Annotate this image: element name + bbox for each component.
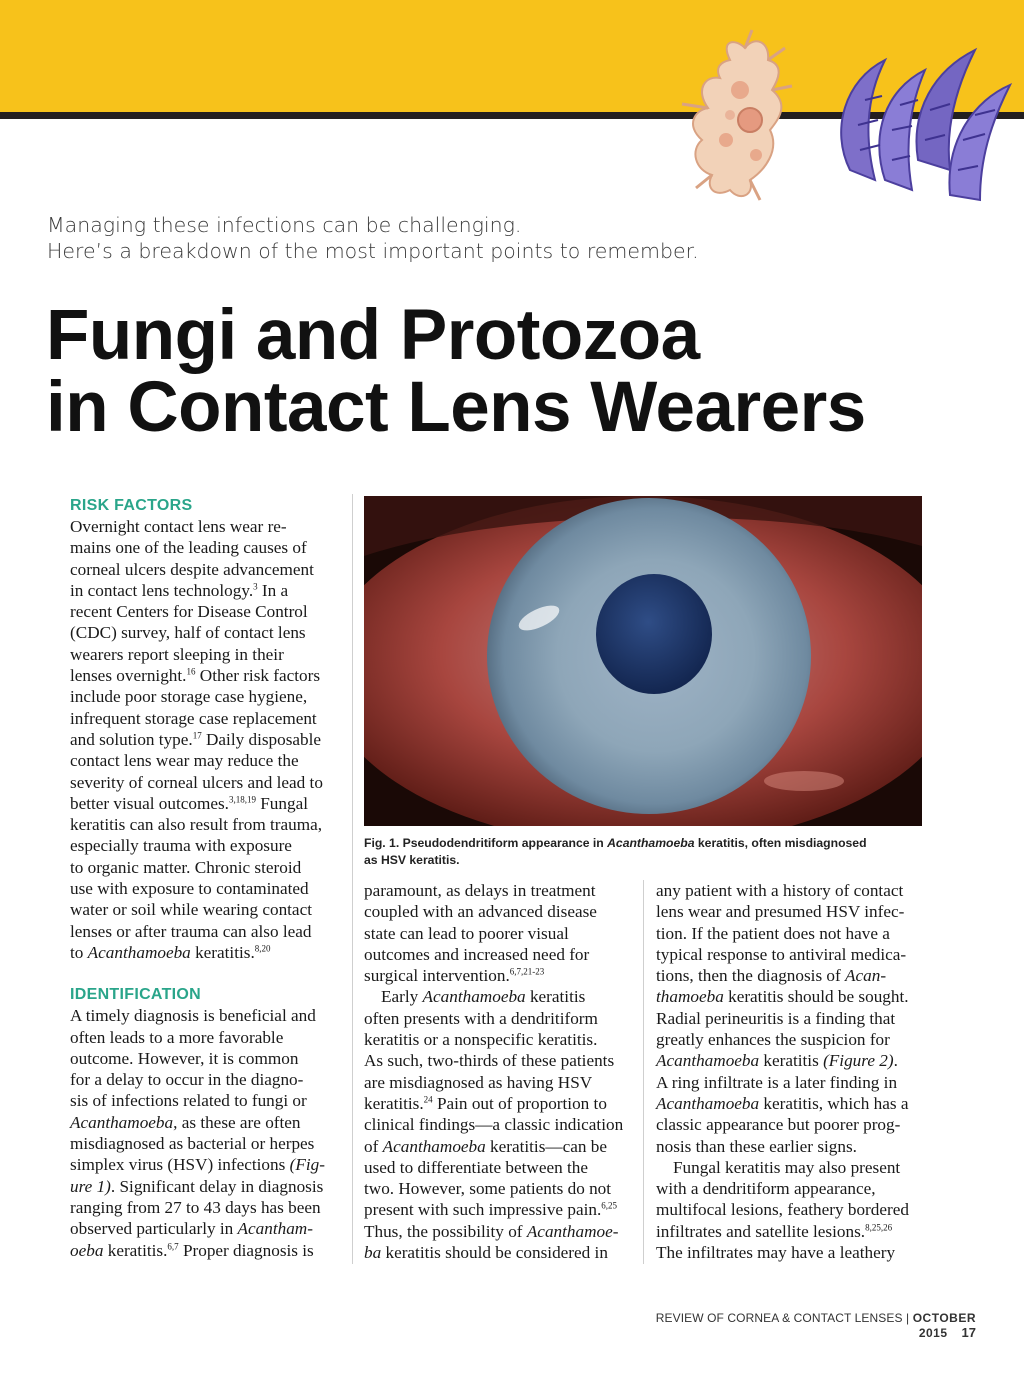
article-title	[46, 296, 1006, 447]
column-divider	[352, 494, 353, 1264]
column-2	[364, 880, 632, 1263]
page-footer	[600, 1311, 976, 1340]
subtitle	[47, 212, 867, 264]
risk-factors-text: Overnight contact lens wear re- mains one of the leading causes of corneal ulcers despite advancement in contact lens technology.$^3$ In a recent Centers for Disease Control (CDC) survey, half of contact lens wearers report sleeping in their lenses overnight.$^{16}$ Other risk factors include poor storage case hygiene, infrequent storage case replacement and solution type.$^{17}$ Daily disposable contact lens wear may reduce the severity of corneal ulcers and lead to better visual outcomes.$^{3,18,19}$ Fungal keratitis can also result from trauma, especially trauma with exposure to organic matter. Chronic steroid use with exposure to contaminated water or soil while wearing contact lenses or after trauma can also lead to Acanthamoeba keratitis.$^{8,20}$	[70, 517, 323, 962]
identification-text: A timely diagnosis is beneficial and often leads to a more favorable outcome. However, it is common for a delay to occur in the diagno- sis of infections related to fungi or Acanthamoeba, as these are often misdiagnosed as bacterial or herpes simplex virus (HSV) infections (Fig- ure 1). Significant delay in diagnosis ranging from 27 to 43 days has been observed particularly in Acantham- oeba keratitis.$^{6,7}$ Proper diagnosis is	[70, 1006, 325, 1260]
title-line-2: in Contact Lens Wearers	[46, 368, 866, 447]
title-line-1: Fungi and Protozoa	[46, 296, 700, 375]
column-2-text: paramount, as delays in treatment coupled with an advanced disease state can lead to poorer visual outcomes and increased need for surgical intervention.$^{6,7,21-23}$ Early Acanthamoeba keratitis often presents with a dendritiform keratitis or a nonspecific keratitis. As such, two-thirds of these patients are misdiagnosed as having HSV keratitis.$^{24}$ Pain out of proportion to clinical findings—a classic indication of Acanthamoeba keratitis—can be used to differentiate between the two. However, some patients do not present with such impressive pain.$^{6,25}$ Thus, the possibility of Acanthamoe- ba keratitis should be considered in	[364, 881, 624, 1263]
risk-factors-heading: RISK FACTORS	[70, 497, 193, 514]
column-divider	[643, 880, 644, 1264]
fungal-spores-illustration	[841, 50, 1010, 200]
page-number: 17	[961, 1325, 976, 1340]
issue-date: OCTOBER 2015	[912, 1311, 976, 1340]
column-3	[656, 880, 928, 1263]
column-1	[70, 496, 338, 1261]
eye-photo	[364, 496, 922, 826]
amoeba-illustration	[682, 30, 792, 200]
figure-caption: Fig. 1. Pseudodendritiform appearance in Acanthamoeba keratitis, often misdiagnosed as HSV keratitis.	[364, 836, 867, 867]
journal-name: REVIEW OF CORNEA & CONTACT LENSES |	[655, 1311, 913, 1325]
subtitle-line-2: Here’s a breakdown of the most important points to remember.	[47, 239, 699, 263]
column-3-text: any patient with a history of contact lens wear and presumed HSV infec- tion. If the patient does not have a typical response to antiviral medica- tions, then the diagnosis of Acan- thamoeba keratitis should be sought. Radial perineuritis is a finding that greatly enhances the suspicion for Acanthamoeba keratitis (Figure 2). A ring infiltrate is a later finding in Acanthamoeba keratitis, which has a classic appearance but poorer prog- nosis than these earlier signs. Fungal keratitis may also present with a dendritiform appearance, multifocal lesions, feathery bordered infiltrates and satellite lesions.$^{8,25,26}$ The infiltrates may have a leathery	[656, 881, 909, 1263]
microbe-illustration	[660, 20, 1020, 210]
identification-heading: IDENTIFICATION	[70, 986, 202, 1004]
subtitle-line-1: Managing these infections can be challenging.	[47, 213, 522, 237]
